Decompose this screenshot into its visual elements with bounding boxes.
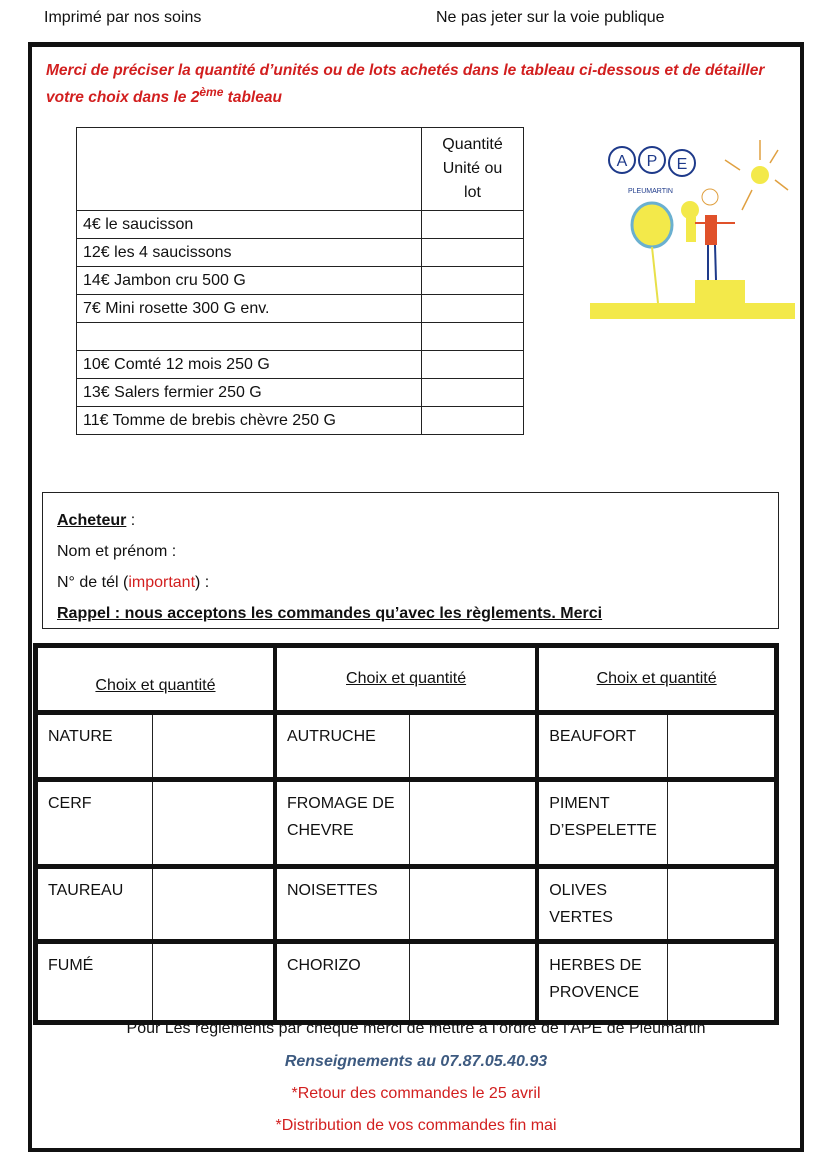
choice-label: OLIVES VERTES [537,867,667,942]
choice-quantity-cell[interactable] [409,780,537,867]
return-date: *Retour des commandes le 25 avril [291,1085,541,1102]
choice-quantity-cell[interactable] [152,780,275,867]
price-row [77,351,524,379]
choice-quantity-cell[interactable] [667,867,776,942]
choice-label: PIMENT D’ESPELETTE [537,780,667,867]
product-label [77,323,422,351]
svg-text:PLEUMARTIN: PLEUMARTIN [628,188,673,195]
litter-note: Ne pas jeter sur la voie publique [436,9,665,26]
choice-quantity-cell[interactable] [667,713,776,780]
quantity-cell[interactable] [422,211,524,239]
name-field-label: Nom et prénom : [57,543,177,560]
choice-label: NOISETTES [275,867,410,942]
choice-label: NATURE [36,713,153,780]
quantity-cell[interactable] [422,407,524,435]
product-label: 14€ Jambon cru 500 G [77,267,422,295]
price-row [77,267,524,295]
choice-quantity-cell[interactable] [667,780,776,867]
cheque-note: Pour Les règlements par chèque merci de mettre à l’ordre de l’APE de Pleumartin [126,1020,706,1037]
distribution-date: *Distribution de vos commandes fin mai [275,1117,557,1134]
price-row [77,295,524,323]
column-header: Choix et quantité [537,646,776,713]
choice-quantity-cell[interactable] [667,942,776,1023]
phone-field-label: N° de tél (important) : [57,574,210,591]
choice-table [33,643,779,1025]
choice-label: CERF [36,780,153,867]
svg-text:A: A [616,153,628,170]
quantity-cell[interactable] [422,267,524,295]
choice-quantity-cell[interactable] [152,713,275,780]
printed-note: Imprimé par nos soins [44,9,202,26]
intro-text: Merci de préciser la quantité d’unités ou de lots achetés dans le tableau ci-dessous et de détailler votre choix dans le 2ème tableau [46,62,765,106]
choice-label: HERBES DE PROVENCE [537,942,667,1023]
payment-reminder: Rappel : nous acceptons les commandes qu’avec les règlements. Merci [57,605,603,622]
quantity-header: Quantité Unité ou lot [422,128,524,211]
choice-row [36,942,777,1023]
price-table [76,127,524,435]
quantity-cell[interactable] [422,323,524,351]
info-contact: Renseignements au 07.87.05.40.93 [284,1053,548,1070]
price-row [77,407,524,435]
choice-quantity-cell[interactable] [409,713,537,780]
choice-quantity-cell[interactable] [152,867,275,942]
product-label: 13€ Salers fermier 250 G [77,379,422,407]
choice-row [36,713,777,780]
buyer-title: Acheteur [57,512,127,529]
choice-row [36,867,777,942]
quantity-cell[interactable] [422,379,524,407]
svg-text:E: E [676,156,688,173]
price-row [77,211,524,239]
choice-label: CHORIZO [275,942,410,1023]
choice-quantity-cell[interactable] [409,942,537,1023]
choice-label: BEAUFORT [537,713,667,780]
price-row [77,239,524,267]
quantity-cell[interactable] [422,295,524,323]
column-header: Choix et quantité [95,677,216,694]
quantity-cell[interactable] [422,351,524,379]
product-label: 11€ Tomme de brebis chèvre 250 G [77,407,422,435]
choice-label: TAUREAU [36,867,153,942]
product-label: 4€ le saucisson [77,211,422,239]
choice-quantity-cell[interactable] [152,942,275,1023]
choice-row [36,780,777,867]
choice-label: FROMAGE DE CHEVRE [275,780,410,867]
intro-superscript: ème [199,85,224,99]
price-row [77,379,524,407]
choice-quantity-cell[interactable] [409,867,537,942]
product-label: 7€ Mini rosette 300 G env. [77,295,422,323]
price-row [77,323,524,351]
column-header: Choix et quantité [275,646,537,713]
product-label: 12€ les 4 saucissons [77,239,422,267]
quantity-cell[interactable] [422,239,524,267]
svg-text:P: P [646,153,658,170]
choice-label: FUMÉ [36,942,153,1023]
ape-pleumartin-logo [590,135,795,325]
buyer-section: Acheteur : Nom et prénom : N° de tél (important) : Rappel : nous acceptons les commandes qu’avec les règlements. Merci [42,492,779,629]
product-label: 10€ Comté 12 mois 250 G [77,351,422,379]
choice-label: AUTRUCHE [275,713,410,780]
